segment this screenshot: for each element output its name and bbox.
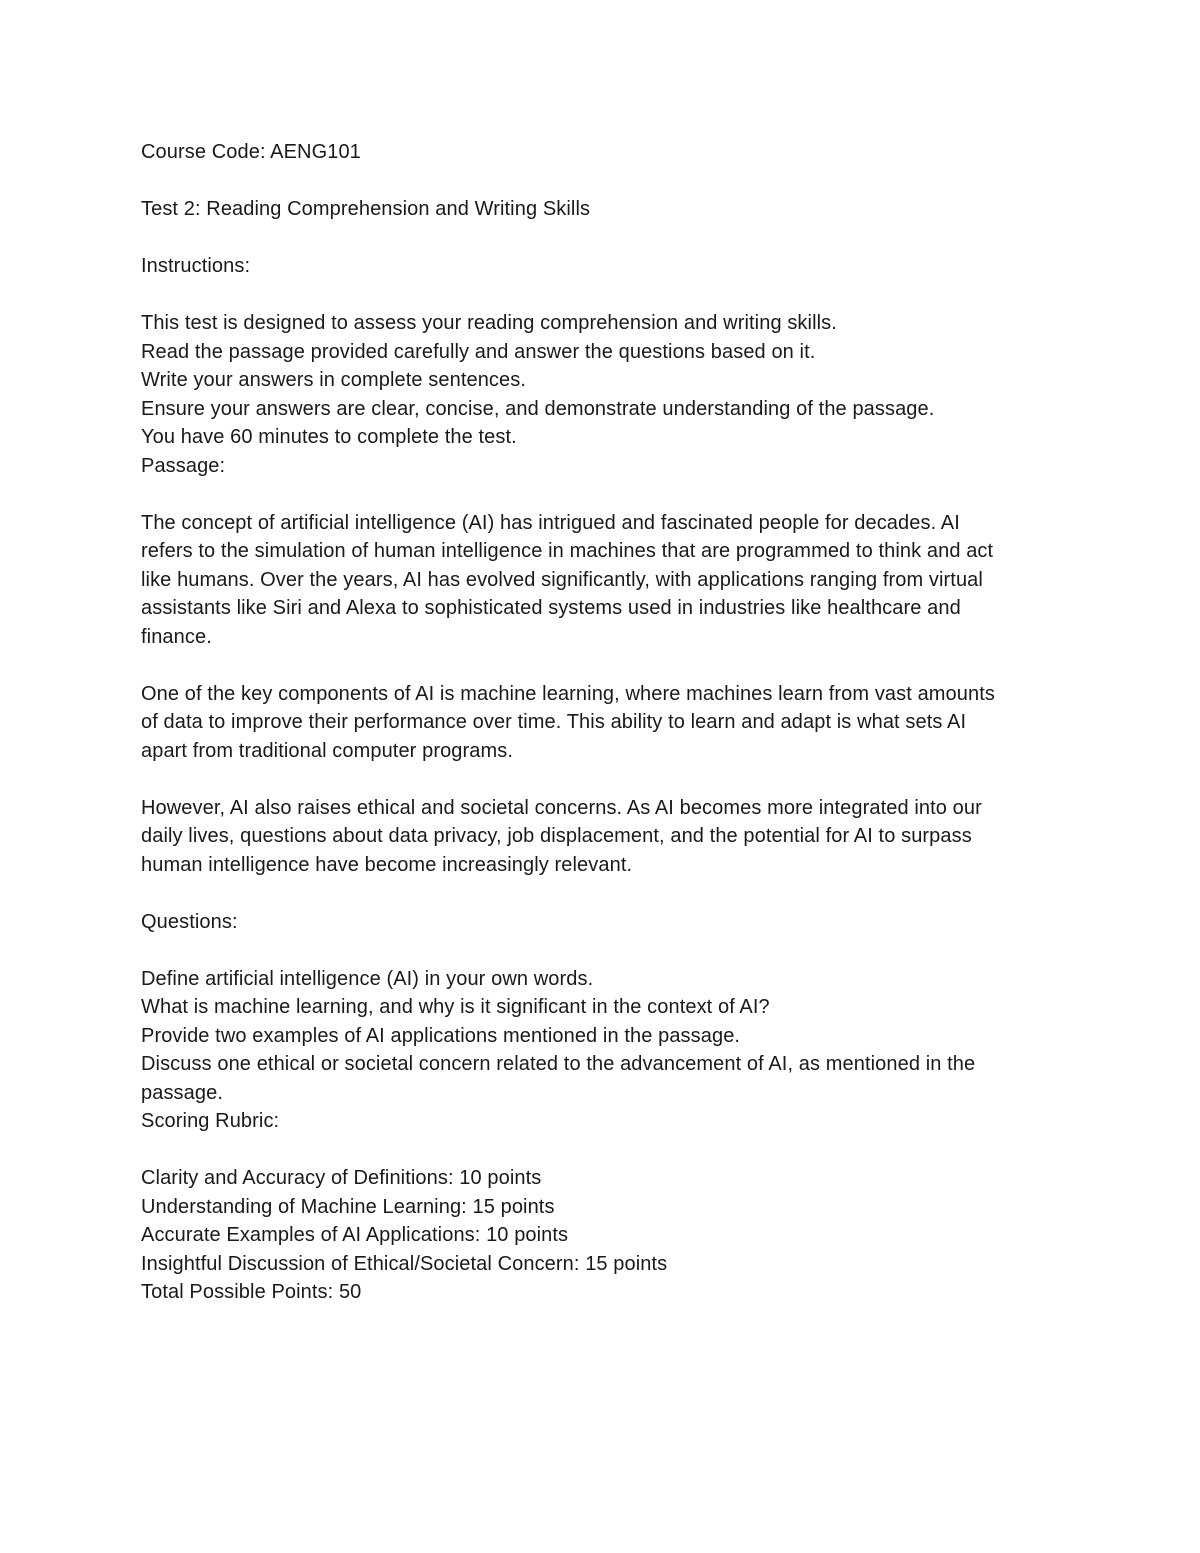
passage-line: refers to the simulation of human intelligence in machines that are programmed to think and act bbox=[141, 540, 994, 562]
course-code: Course Code: AENG101 bbox=[141, 141, 361, 163]
passage-line: One of the key components of AI is machine learning, where machines learn from vast amounts bbox=[141, 682, 995, 705]
instruction-item: Read the passage provided carefully and answer the questions based on it. bbox=[141, 340, 816, 363]
instruction-item: You have 60 minutes to complete the test. bbox=[141, 426, 517, 448]
instruction-item: Ensure your answers are clear, concise, and demonstrate understanding of the passage. bbox=[141, 397, 935, 420]
rubric-item: Clarity and Accuracy of Definitions: 10 points bbox=[141, 1167, 542, 1189]
passage-line: like humans. Over the years, AI has evolved significantly, with applications ranging from virtual bbox=[141, 568, 983, 591]
document-body bbox=[141, 138, 1061, 1307]
passage-paragraph-3 bbox=[141, 794, 1061, 880]
rubric-total: Total Possible Points: 50 bbox=[141, 1281, 362, 1303]
passage-line: apart from traditional computer programs. bbox=[141, 739, 514, 762]
passage-line: The concept of artificial intelligence (AI) has intrigued and fascinated people for decades. AI bbox=[141, 511, 960, 534]
spacer bbox=[141, 936, 1061, 965]
spacer bbox=[141, 651, 1061, 680]
spacer bbox=[141, 224, 1061, 253]
instructions-heading: Instructions: bbox=[141, 255, 251, 277]
test-title: Test 2: Reading Comprehension and Writing Skills bbox=[141, 198, 591, 220]
passage-line: daily lives, questions about data privacy, job displacement, and the potential for AI to surpass bbox=[141, 825, 972, 847]
rubric-item: Accurate Examples of AI Applications: 10 points bbox=[141, 1224, 569, 1246]
passage-heading: Passage: bbox=[141, 454, 226, 477]
rubric-item: Insightful Discussion of Ethical/Societal Concern: 15 points bbox=[141, 1252, 668, 1275]
passage-line: However, AI also raises ethical and societal concerns. As AI becomes more integrated into our bbox=[141, 796, 982, 819]
rubric-item: Understanding of Machine Learning: 15 points bbox=[141, 1195, 555, 1218]
passage-line: finance. bbox=[141, 625, 212, 648]
instruction-item: Write your answers in complete sentences. bbox=[141, 369, 527, 391]
passage-paragraph-2 bbox=[141, 680, 1061, 766]
spacer bbox=[141, 765, 1061, 794]
spacer bbox=[141, 167, 1061, 196]
question-item: passage. bbox=[141, 1081, 223, 1104]
instruction-item: This test is designed to assess your reading comprehension and writing skills. bbox=[141, 312, 837, 334]
question-item: Define artificial intelligence (AI) in your own words. bbox=[141, 967, 594, 990]
question-item: What is machine learning, and why is it significant in the context of AI? bbox=[141, 996, 770, 1018]
spacer bbox=[141, 480, 1061, 509]
question-item: Discuss one ethical or societal concern related to the advancement of AI, as mentioned in the bbox=[141, 1053, 976, 1075]
spacer bbox=[141, 879, 1061, 908]
passage-line: assistants like Siri and Alexa to sophisticated systems used in industries like healthcare and bbox=[141, 597, 961, 619]
rubric-heading: Scoring Rubric: bbox=[141, 1110, 280, 1132]
question-item: Provide two examples of AI applications mentioned in the passage. bbox=[141, 1024, 741, 1047]
spacer bbox=[141, 1136, 1061, 1165]
passage-line: of data to improve their performance over time. This ability to learn and adapt is what sets AI bbox=[141, 711, 967, 733]
passage-paragraph-1 bbox=[141, 509, 1061, 652]
passage-line: human intelligence have become increasingly relevant. bbox=[141, 853, 633, 876]
questions-heading: Questions: bbox=[141, 910, 238, 933]
spacer bbox=[141, 281, 1061, 310]
